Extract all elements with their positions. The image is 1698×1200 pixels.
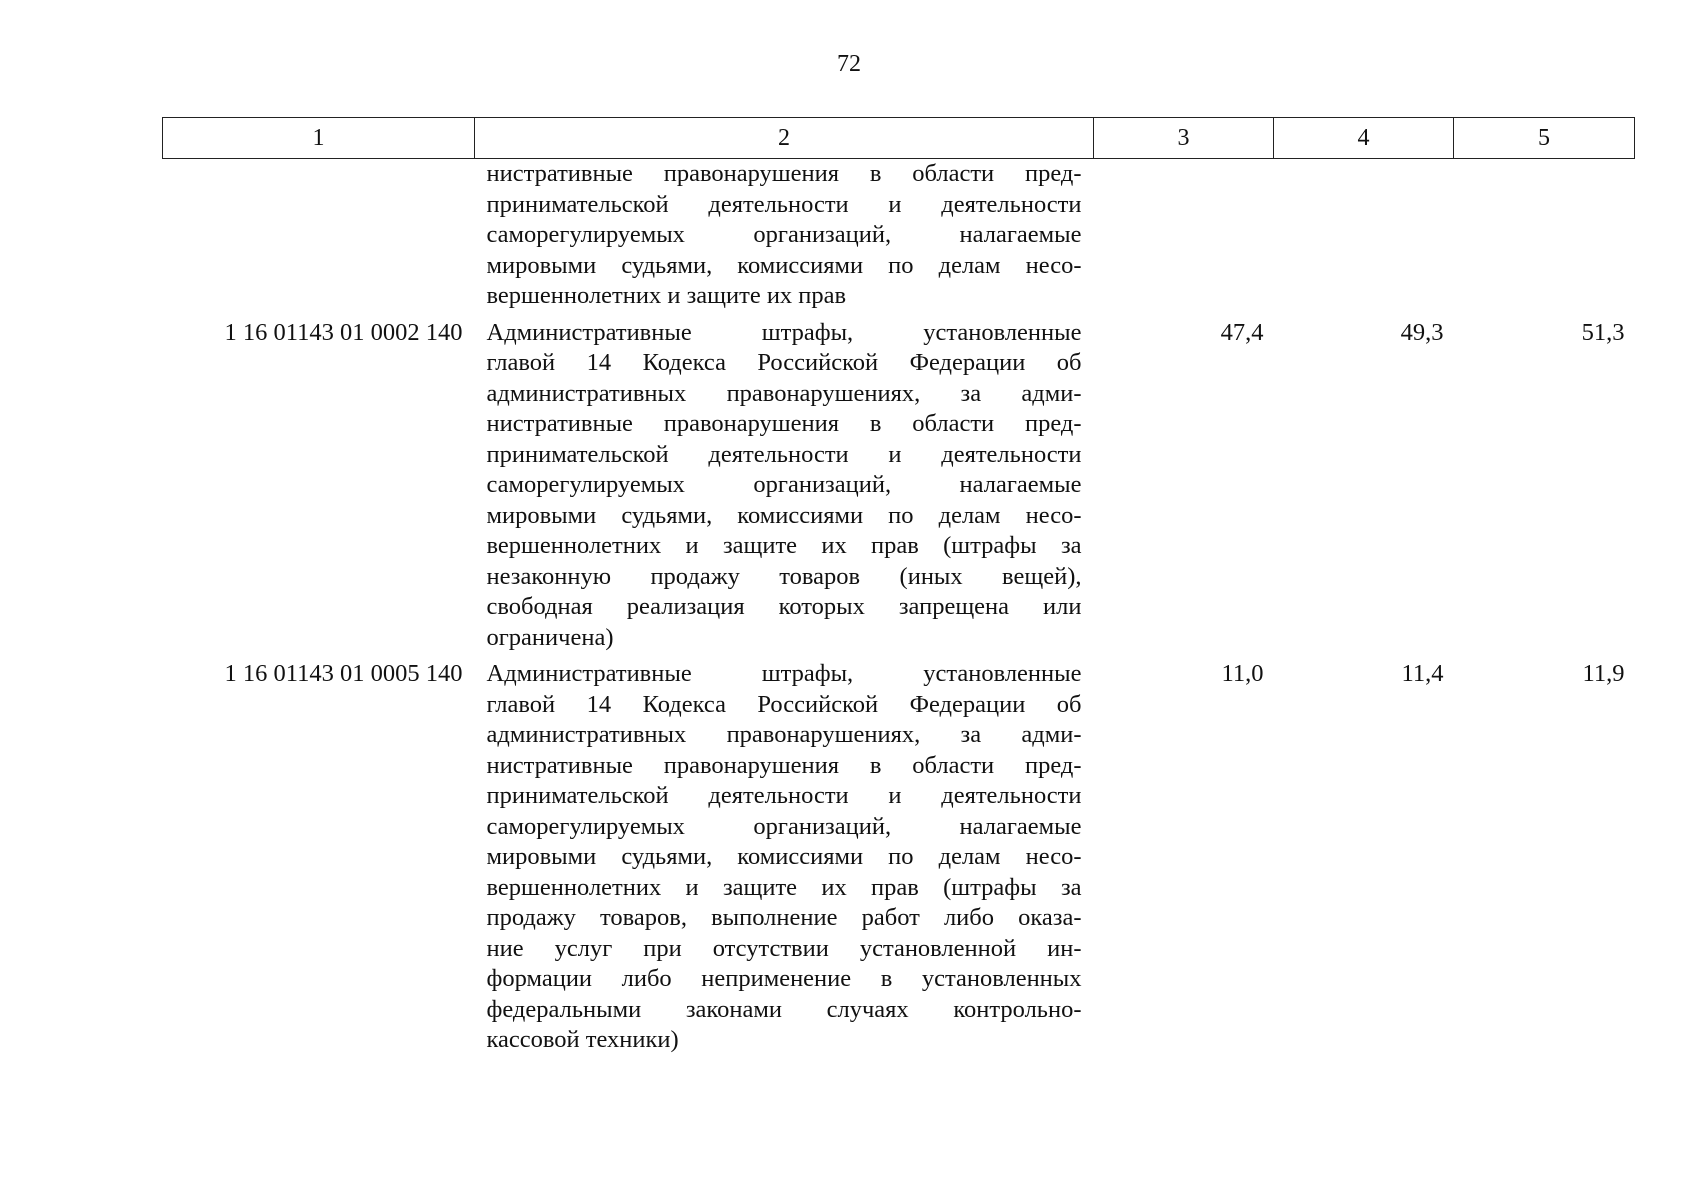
budget-code-cell: 1 16 01143 01 0002 140 <box>224 318 463 346</box>
name-line: Административные штрафы, установленные <box>486 660 1082 687</box>
budget-code-cell: 1 16 01143 01 0005 140 <box>224 660 463 687</box>
column-header-4: 4 <box>1274 118 1454 159</box>
column-header-1: 1 <box>163 118 475 159</box>
name-line: принимательской деятельности и деятельности <box>486 190 1082 218</box>
continued-row <box>163 159 1635 312</box>
name-line: свободная реализация которых запрещена или <box>486 593 1082 620</box>
column-header-3: 3 <box>1094 118 1274 159</box>
name-line: вершеннолетних и защите их прав (штрафы за <box>486 532 1082 559</box>
name-line: саморегулируемых организаций, налагаемые <box>486 471 1082 498</box>
name-line: вершеннолетних и защите их прав (штрафы за <box>486 873 1082 901</box>
continued-code-cell <box>163 159 475 312</box>
name-line: нистративные правонарушения в области пред- <box>486 751 1082 779</box>
name-line: продажу товаров, выполнение работ либо оказа- <box>486 904 1082 931</box>
value-col4-cell: 11,4 <box>1401 660 1444 687</box>
name-line: формации либо неприменение в установленных <box>486 965 1082 992</box>
table-body <box>163 159 1635 1056</box>
value-col5-cell: 51,3 <box>1581 318 1625 346</box>
column-number-row <box>163 118 1635 159</box>
name-line: саморегулируемых организаций, налагаемые <box>486 221 1082 248</box>
name-line: административных правонарушениях, за адми- <box>486 721 1082 748</box>
budget-revenue-table <box>162 117 1635 1056</box>
page-number: 72 <box>837 51 861 77</box>
table-row <box>163 312 1635 654</box>
name-line: незаконную продажу товаров (иных вещей), <box>486 562 1082 590</box>
name-line: мировыми судьями, комиссиями по делам несо- <box>486 843 1082 870</box>
name-line: саморегулируемых организаций, налагаемые <box>486 812 1082 840</box>
name-line: федеральными законами случаях контрольно- <box>486 995 1082 1023</box>
name-line: вершеннолетних и защите их прав <box>486 282 847 309</box>
name-line: главой 14 Кодекса Российской Федерации об <box>486 690 1082 718</box>
name-line: нистративные правонарушения в области пред- <box>486 160 1082 187</box>
column-header-2: 2 <box>475 118 1094 159</box>
table-row <box>163 653 1635 1056</box>
name-line: административных правонарушениях, за адми- <box>486 379 1082 407</box>
name-line: мировыми судьями, комиссиями по делам несо- <box>486 501 1082 529</box>
name-line: ограничена) <box>486 623 614 651</box>
name-line: принимательской деятельности и деятельности <box>486 782 1082 809</box>
value-col3-cell: 11,0 <box>1221 660 1264 687</box>
column-header-5: 5 <box>1454 118 1635 159</box>
name-line: нистративные правонарушения в области пред- <box>486 410 1082 437</box>
revenue-name-cell <box>475 653 1094 1056</box>
continued-name-cell <box>475 159 1094 312</box>
name-line: главой 14 Кодекса Российской Федерации об <box>486 349 1082 376</box>
table-header <box>163 118 1635 159</box>
value-col4-cell: 49,3 <box>1400 318 1444 346</box>
name-line: Административные штрафы, установленные <box>486 318 1082 346</box>
name-line: ние услуг при отсутствии установленной ин- <box>486 934 1082 962</box>
revenue-name-cell <box>475 312 1094 654</box>
value-col3-cell: 47,4 <box>1220 318 1264 346</box>
name-line: принимательской деятельности и деятельности <box>486 440 1082 468</box>
value-col5-cell: 11,9 <box>1582 660 1625 687</box>
name-line: мировыми судьями, комиссиями по делам несо- <box>486 251 1082 279</box>
name-line: кассовой техники) <box>486 1026 679 1053</box>
